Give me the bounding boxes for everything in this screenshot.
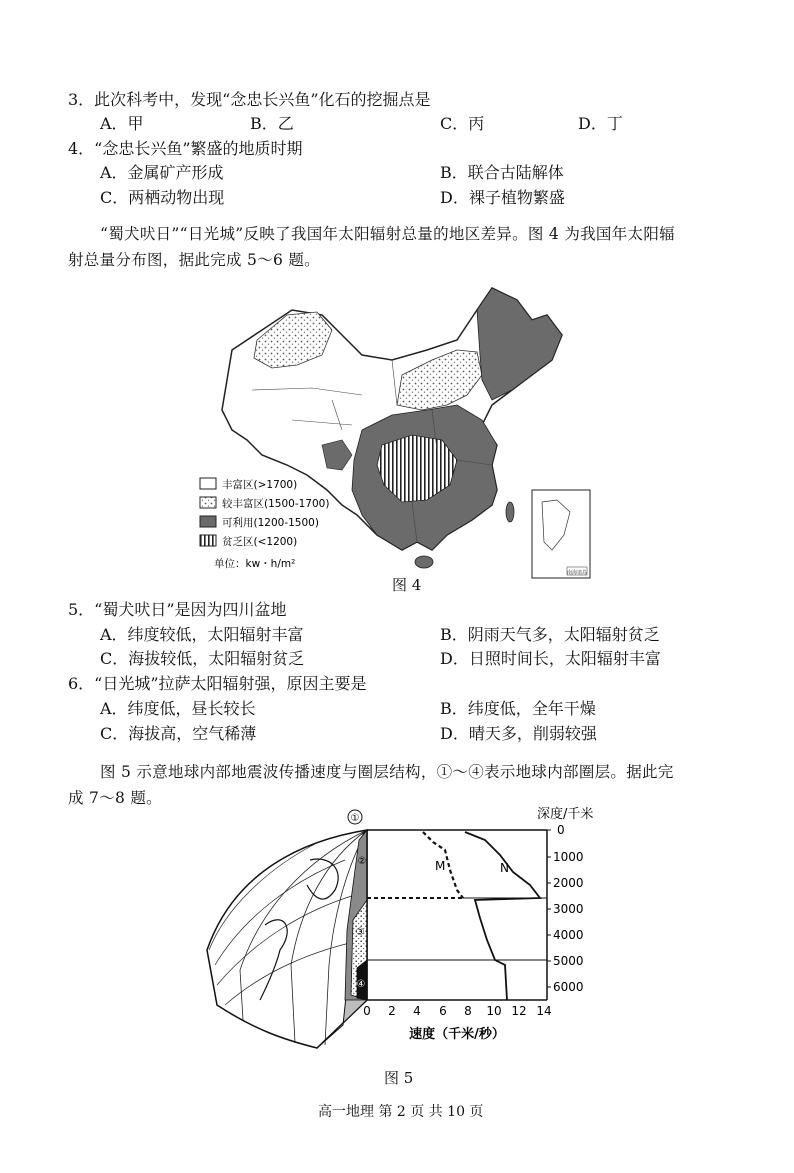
q5-option-b: B．阴雨天气多，太阳辐射贫乏: [440, 625, 660, 644]
depth-tick-2000: 2000: [553, 876, 584, 890]
q6-option-b: B．纬度低，全年干燥: [440, 699, 596, 718]
intro-7-8-line2: 成 7～8 题。: [68, 789, 162, 807]
depth-axis-label: 深度/千米: [537, 807, 594, 822]
q6-option-d: D．晴天多，削弱较强: [440, 724, 597, 743]
depth-tick-4000: 4000: [553, 928, 584, 942]
q6-option-a: A．纬度低，昼长较长: [100, 699, 256, 718]
speed-tick-10: 10: [486, 1004, 502, 1018]
depth-tick-3000: 3000: [553, 902, 584, 916]
hainan-island: [415, 556, 433, 568]
q3-option-a: A．甲: [100, 114, 144, 133]
figure-5-diagram: [195, 800, 615, 1050]
depth-tick-5000: 5000: [553, 954, 584, 968]
depth-tick-1000: 1000: [553, 850, 584, 864]
q5-option-d: D．日照时间长，太阳辐射丰富: [440, 649, 661, 668]
depth-tick-0: 0: [557, 823, 565, 837]
legend: [200, 478, 329, 570]
depth-tick-6000: 6000: [553, 980, 584, 994]
taiwan-island: [506, 502, 514, 522]
layer-1-label: ①: [350, 813, 360, 824]
wave-speed-chart: [363, 806, 593, 1042]
layer-2-label: ②: [357, 856, 367, 867]
depth-ticks: [547, 823, 584, 994]
speed-tick-8: 8: [464, 1004, 472, 1018]
q4-option-c: C．两栖动物出现: [100, 188, 225, 207]
northeast-region: [477, 288, 562, 400]
intro-7-8-line1: 图 5 示意地球内部地震波传播速度与圈层结构，①～④表示地球内部圈层。据此完: [100, 763, 674, 781]
layer-4-label: ④: [356, 979, 366, 990]
legend-fairly-rich: 较丰富区(1500-1700): [222, 498, 330, 510]
legend-unit: 单位：kw・h/m²: [214, 558, 296, 570]
speed-ticks: [363, 1004, 551, 1018]
speed-tick-6: 6: [439, 1004, 447, 1018]
q4-option-a: A．金属矿产形成: [100, 163, 224, 182]
legend-usable: 可利用(1200-1500): [222, 517, 319, 529]
earth-globe: [207, 830, 367, 1048]
question-3-stem: 3．此次科考中，发现“念忠长兴鱼”化石的挖掘点是: [68, 90, 431, 109]
legend-poor: 贫乏区(<1200): [222, 536, 298, 548]
q3-option-c: C．丙: [440, 114, 485, 133]
question-4-stem: 4．“念忠长兴鱼”繁盛的地质时期: [68, 139, 303, 158]
speed-tick-12: 12: [511, 1004, 527, 1018]
question-6-stem: 6．“日光城”拉萨太阳辐射强，原因主要是: [68, 674, 367, 693]
speed-tick-0: 0: [363, 1004, 371, 1018]
q3-option-b: B．乙: [250, 114, 294, 133]
intro-5-6-line1: “蜀犬吠日”“日光城”反映了我国年太阳辐射总量的地区差异。图 4 为我国年太阳辐: [100, 225, 675, 243]
wave-n-curve: [465, 832, 540, 1000]
layer-3-label: ③: [355, 927, 365, 938]
q4-option-b: B．联合古陆解体: [440, 163, 564, 182]
q4-option-d: D．裸子植物繁盛: [440, 188, 565, 207]
legend-rich: 丰富区(>1700): [222, 479, 298, 491]
q5-option-a: A．纬度较低，太阳辐射丰富: [100, 625, 304, 644]
speed-tick-2: 2: [388, 1004, 396, 1018]
figure-4-caption: 图 4: [392, 576, 422, 594]
figure-5-caption: 图 5: [384, 1069, 414, 1087]
figure-4-map: [192, 280, 602, 585]
q5-option-c: C．海拔较低，太阳辐射贫乏: [100, 649, 305, 668]
page-footer: 高一地理 第 2 页 共 10 页: [318, 1104, 484, 1120]
intro-5-6-line2: 射总量分布图，据此完成 5～6 题。: [68, 251, 320, 269]
question-5-stem: 5．“蜀犬吠日”是因为四川盆地: [68, 600, 287, 619]
wave-n-label: N: [500, 861, 509, 875]
q6-option-c: C．海拔高，空气稀薄: [100, 724, 257, 743]
speed-tick-14: 14: [536, 1004, 552, 1018]
inset-label: 南海诸岛: [566, 570, 588, 576]
q3-option-d: D．丁: [578, 114, 623, 133]
speed-axis-label: 速度（千米/秒）: [409, 1027, 505, 1042]
wave-m-label: M: [435, 859, 446, 873]
inset-south-sea: [532, 490, 590, 578]
speed-tick-4: 4: [413, 1004, 421, 1018]
